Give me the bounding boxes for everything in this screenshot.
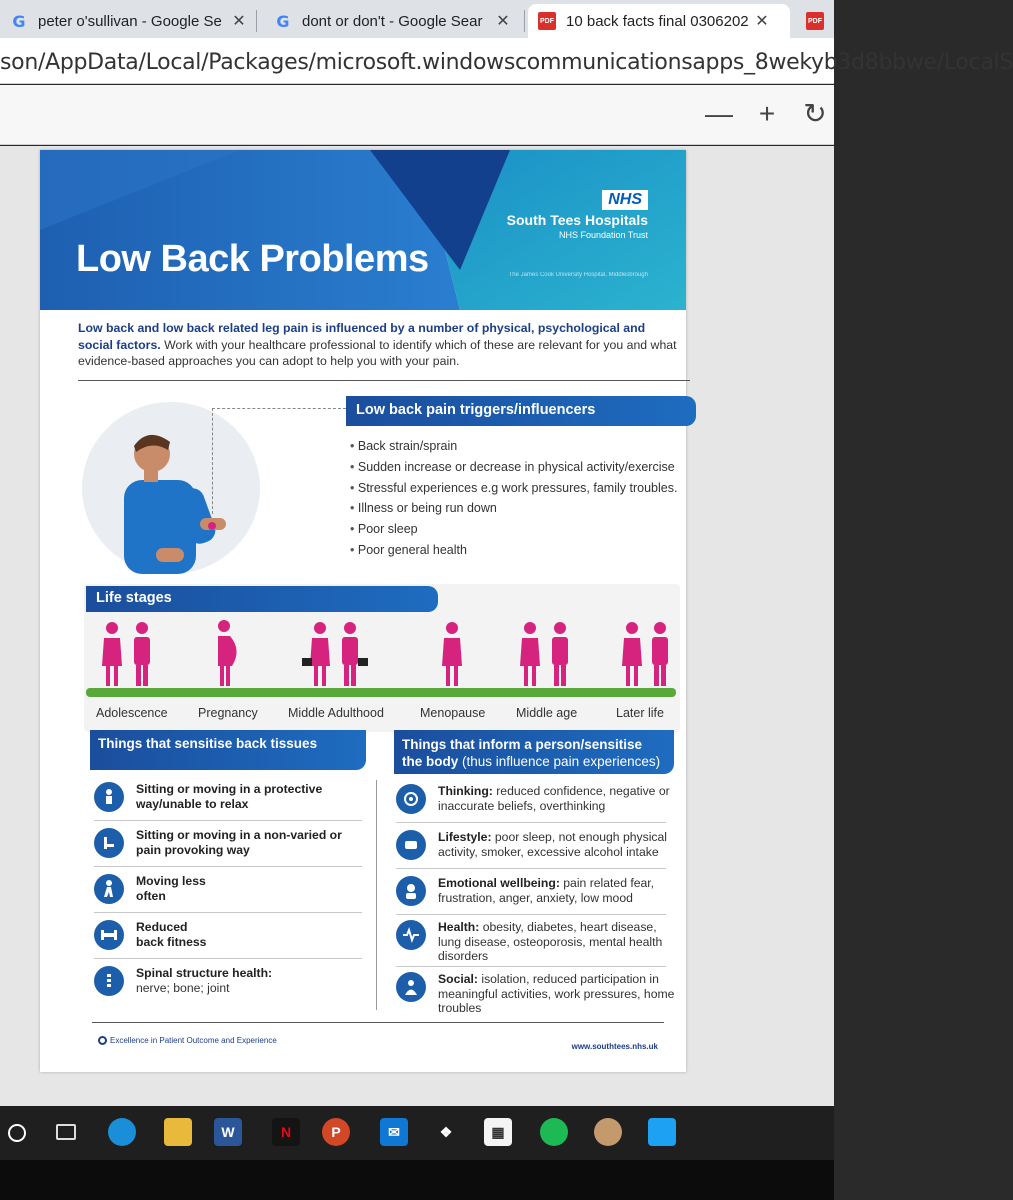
item-bold: Emotional wellbeing: [438, 876, 560, 890]
footer-url: www.southtees.nhs.uk [571, 1042, 658, 1051]
fitness-icon [94, 920, 124, 950]
inform-text [438, 830, 680, 859]
zoom-out-button[interactable]: — [705, 98, 733, 129]
life-stage-figures [84, 616, 680, 690]
emotion-icon [396, 876, 426, 906]
trust-subtitle: NHS Foundation Trust [558, 230, 648, 240]
social-icon [396, 972, 426, 1002]
tab-title: 10 back facts final 0306202 [566, 12, 749, 30]
inform-item [396, 920, 680, 964]
life-stage-label: Adolescence [96, 706, 168, 720]
life-stage-label: Menopause [420, 706, 486, 720]
trust-name: South Tees Hospitals [506, 212, 648, 228]
tab-divider [524, 10, 525, 32]
store-icon[interactable]: ▦ [484, 1118, 512, 1146]
netflix-icon[interactable]: N [272, 1118, 300, 1146]
inform-item [396, 830, 680, 860]
row-divider [94, 912, 362, 913]
item-rest: obesity, diabetes, heart disease, lung disease, osteoporosis, mental health disorders [438, 920, 663, 963]
close-icon[interactable]: ✕ [755, 13, 769, 30]
row-divider [94, 958, 362, 959]
item-rest: poor sleep, not enough physical activity, smoker, excessive alcohol intake [438, 830, 668, 859]
item-rest: isolation, reduced participation in meaningful activities, work pressures, home troubles [438, 972, 675, 1015]
address-bar[interactable] [0, 38, 1013, 84]
timeline-ground [86, 688, 676, 697]
paint-icon[interactable] [594, 1118, 622, 1146]
item-bold: Sitting or moving in a non-varied or pain provoking way [136, 828, 342, 857]
sitting-icon [94, 782, 124, 812]
mail-icon[interactable]: ✉ [380, 1118, 408, 1146]
sensitise-item [94, 828, 364, 858]
divider [78, 380, 690, 381]
item-bold: Sitting or moving in a protective way/unable to relax [136, 782, 323, 811]
pdf-toolbar [0, 85, 834, 145]
life-stages-heading: Life stages [86, 586, 438, 612]
sensitise-text [136, 828, 364, 857]
sensitise-text [136, 920, 216, 949]
item-bold: Thinking: [438, 784, 493, 798]
powerpoint-icon[interactable]: P [322, 1118, 350, 1146]
item-bold: Spinal structure health: [136, 966, 273, 980]
page-title: Low Back Problems [76, 238, 429, 280]
list-item: • Illness or being run down [350, 498, 677, 519]
row-divider [396, 868, 666, 869]
inform-text [438, 784, 680, 813]
list-item: • Poor general health [350, 540, 677, 561]
list-item: • Poor sleep [350, 519, 677, 540]
tab-divider [256, 10, 257, 32]
intro-paragraph [78, 320, 678, 370]
heartbeat-icon [396, 920, 426, 950]
column-divider [376, 780, 377, 1010]
hospital-name: The James Cook University Hospital, Middlesbrough [508, 272, 648, 278]
screen-bezel [0, 1160, 834, 1200]
tab-google-search-1[interactable] [0, 4, 257, 38]
list-item: • Sudden increase or decrease in physical activity/exercise [350, 457, 677, 478]
inform-item [396, 784, 680, 814]
sensitise-item [94, 966, 364, 996]
inform-heading-thin: (thus influence pain experiences) [458, 754, 661, 769]
tab-title: dont or don't - Google Sear [302, 12, 483, 30]
taskbar [0, 1106, 834, 1160]
tab-title: peter o'sullivan - Google Se [38, 12, 222, 30]
header-banner [40, 150, 686, 310]
sensitise-text [136, 782, 364, 811]
spotify-icon[interactable] [540, 1118, 568, 1146]
item-bold: Reduced back fitness [136, 920, 207, 949]
close-icon[interactable]: ✕ [496, 13, 510, 30]
pdf-icon: PDF [806, 12, 824, 30]
item-bold: Lifestyle: [438, 830, 492, 844]
inform-text [438, 876, 680, 905]
life-stage-label: Middle Adulthood [288, 706, 384, 720]
row-divider [94, 820, 362, 821]
row-divider [94, 866, 362, 867]
google-icon: G [276, 11, 290, 31]
nhs-logo: NHS [602, 190, 648, 210]
life-stage-label: Middle age [516, 706, 578, 720]
lifestyle-icon [396, 830, 426, 860]
item-bold: Health: [438, 920, 480, 934]
file-explorer-icon[interactable] [164, 1118, 192, 1146]
spine-icon [94, 966, 124, 996]
sensitise-item [94, 920, 294, 950]
triggers-list [350, 436, 677, 561]
footer-tagline [98, 1036, 277, 1045]
intro-bold: Low back and low back related leg pain is influenced by a number of physical, psychological and social factors. [78, 321, 646, 352]
life-stage-label: Later life [616, 706, 664, 720]
pointer-line [212, 408, 346, 409]
twitter-icon[interactable] [648, 1118, 676, 1146]
item-bold: Moving less often [136, 874, 206, 903]
inform-heading [394, 730, 674, 774]
inform-text [438, 920, 680, 964]
footer-tagline-text: Excellence in Patient Outcome and Experience [110, 1036, 277, 1045]
dropbox-icon[interactable]: ❖ [439, 1123, 453, 1140]
tab-strip [0, 0, 834, 38]
pointer-line [212, 408, 213, 514]
word-icon[interactable]: W [214, 1118, 242, 1146]
tab-pdf[interactable] [528, 4, 790, 38]
trust-mark-icon [98, 1036, 107, 1045]
man-holding-back-icon [82, 402, 260, 574]
item-rest: pain related fear, frustration, anger, anxiety, low mood [438, 876, 655, 905]
edge-icon[interactable] [108, 1118, 136, 1146]
inform-item [396, 972, 680, 1016]
triggers-heading: Low back pain triggers/influencers [346, 396, 696, 426]
pdf-icon: PDF [538, 12, 556, 30]
zoom-in-button[interactable]: + [758, 98, 776, 129]
rotate-button[interactable]: ↻ [803, 98, 827, 129]
list-item: • Back strain/sprain [350, 436, 677, 457]
tab-pdf-partial[interactable] [796, 4, 844, 38]
pdf-page [40, 150, 686, 1072]
walking-icon [94, 874, 124, 904]
chair-icon [94, 828, 124, 858]
item-bold: Social: [438, 972, 478, 986]
brain-gears-icon [396, 784, 426, 814]
sensitise-item [94, 782, 364, 812]
inform-text [438, 972, 680, 1016]
item-rest: nerve; bone; joint [136, 980, 230, 995]
item-rest: reduced confidence, negative or inaccurate beliefs, overthinking [438, 784, 670, 813]
sensitise-heading: Things that sensitise back tissues [90, 730, 366, 770]
inform-heading-bold: Things that inform a person/sensitise the body [402, 737, 643, 769]
sensitise-text [136, 874, 206, 903]
google-icon: G [12, 11, 26, 31]
back-pain-illustration [82, 402, 260, 574]
sensitise-text [136, 966, 272, 995]
list-item: • Stressful experiences e.g work pressures, family troubles. [350, 478, 677, 499]
row-divider [396, 822, 666, 823]
task-view-icon[interactable] [56, 1124, 76, 1140]
tab-google-search-2[interactable] [264, 4, 521, 38]
row-divider [396, 966, 666, 967]
close-icon[interactable]: ✕ [232, 13, 246, 30]
start-circle-icon[interactable] [8, 1124, 26, 1142]
sensitise-item [94, 874, 294, 904]
divider [92, 1022, 664, 1023]
intro-rest: Work with your healthcare professional to identify which of these are relevant for you and what evidence-based approaches you can adopt to help you with your pain. [78, 337, 677, 368]
address-text: son/AppData/Local/Packages/microsoft.windowscommunicationsapps_8wekyb3d8bbwe/LocalS [0, 50, 1013, 75]
inform-item [396, 876, 680, 906]
life-stage-label: Pregnancy [198, 706, 258, 720]
row-divider [396, 914, 666, 915]
